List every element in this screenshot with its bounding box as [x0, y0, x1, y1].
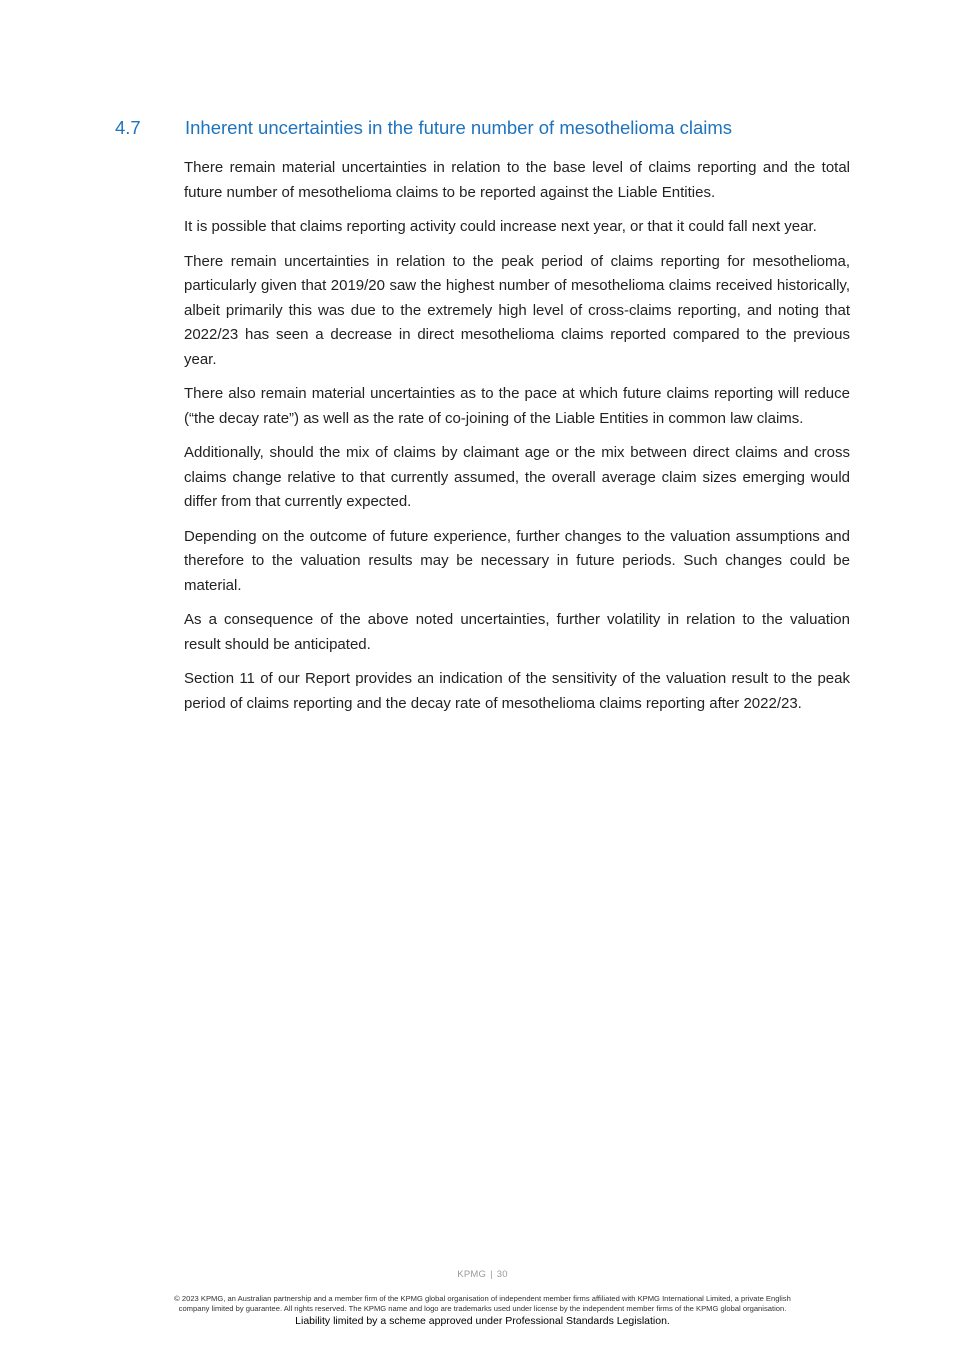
paragraph: As a consequence of the above noted uncertainties, further volatility in relation to the valuation result should be anticipated. [184, 611, 850, 653]
footer-legal [60, 1294, 905, 1314]
section-number: 4.7 [115, 117, 141, 138]
footer-separator: | [490, 1269, 493, 1280]
section-title: Inherent uncertainties in the future number of mesothelioma claims [185, 117, 733, 138]
body-text [184, 156, 850, 726]
footer-brand: KPMG [457, 1269, 487, 1280]
paragraph: Depending on the outcome of future experience, further changes to the valuation assumptions and therefore to the valuation results may be necessary in future periods. Such changes could be material. [184, 527, 850, 594]
paragraph: Section 11 of our Report provides an indication of the sensitivity of the valuation result to the peak period of claims reporting and the decay rate of mesothelioma claims reporting after 2022/23. [184, 670, 850, 712]
legal-line: © 2023 KPMG, an Australian partnership and a member firm of the KPMG global organisation of independent member firms affiliated with KPMG International Limited, a private English [174, 1294, 791, 1303]
page-number-footer [0, 1269, 965, 1280]
paragraph: There remain uncertainties in relation to the peak period of claims reporting for mesothelioma, particularly given that 2019/20 saw the highest number of mesothelioma claims received historically, albeit primarily this was due to the extremely high level of cross-claims reporting, and noting that 2022/23 has seen a decrease in direct mesothelioma claims reported compared to the previous year. [184, 252, 850, 368]
page-number: 30 [496, 1269, 508, 1280]
paragraph: There also remain material uncertainties as to the pace at which future claims reporting will reduce (“the decay rate”) as well as the rate of co-joining of the Liable Entities in common law claims. [184, 385, 850, 427]
paragraph: There remain material uncertainties in relation to the base level of claims reporting and the total future number of mesothelioma claims to be reported against the Liable Entities. [184, 159, 850, 201]
paragraph: Additionally, should the mix of claims by claimant age or the mix between direct claims and cross claims change relative to that currently assumed, the overall average claim sizes emerging would differ from that currently expected. [184, 444, 850, 510]
footer-liability: Liability limited by a scheme approved under Professional Standards Legislation. [295, 1315, 670, 1327]
legal-line: company limited by guarantee. All rights reserved. The KPMG name and logo are trademarks used under license by the independent member firms of the KPMG global organisation. [178, 1304, 787, 1313]
paragraph: It is possible that claims reporting activity could increase next year, or that it could fall next year. [184, 218, 817, 235]
section-heading [115, 116, 875, 140]
